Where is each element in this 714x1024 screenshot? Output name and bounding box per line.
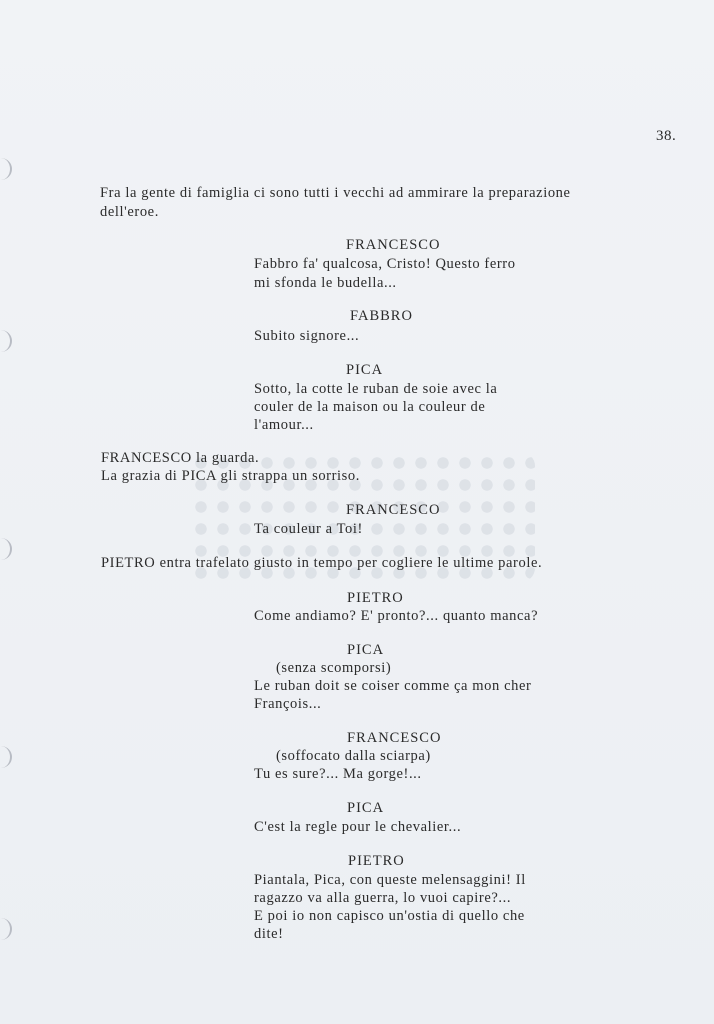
dialogue-line: Tu es sure?... Ma gorge!... — [254, 766, 422, 782]
punch-hole — [0, 158, 12, 180]
page-number: 38. — [656, 128, 677, 144]
stage-direction: La grazia di PICA gli strappa un sorriso. — [101, 468, 360, 484]
dialogue-line: E poi io non capisco un'ostia di quello che — [254, 908, 525, 924]
speaker-name: FABBRO — [350, 308, 413, 324]
dialogue-line: Ta couleur a Toi! — [254, 521, 363, 537]
punch-hole — [0, 538, 12, 560]
stage-direction: FRANCESCO la guarda. — [101, 450, 260, 466]
dialogue-line: Sotto, la cotte le ruban de soie avec la — [254, 381, 498, 397]
punch-hole — [0, 330, 12, 352]
dialogue-line: couler de la maison ou la couleur de — [254, 399, 486, 415]
speaker-name: FRANCESCO — [346, 502, 441, 518]
dialogue-line: Come andiamo? E' pronto?... quanto manca? — [254, 608, 539, 624]
dialogue-line: l'amour... — [254, 417, 314, 433]
dialogue-line: Subito signore... — [254, 328, 360, 344]
stage-direction: PIETRO entra trafelato giusto in tempo per cogliere le ultime parole. — [101, 555, 543, 571]
speaker-name: FRANCESCO — [347, 730, 442, 746]
dialogue-line: Fabbro fa' qualcosa, Cristo! Questo ferro — [254, 256, 516, 272]
dialogue-line: ragazzo va alla guerra, lo vuoi capire?... — [254, 890, 512, 906]
intro-line: dell'eroe. — [100, 204, 159, 220]
dialogue-line: C'est la regle pour le chevalier... — [254, 819, 462, 835]
dialogue-line: François... — [254, 696, 322, 712]
dialogue-line: Le ruban doit se coiser comme ça mon cher — [254, 678, 532, 694]
intro-line: Fra la gente di famiglia ci sono tutti i vecchi ad ammirare la preparazione — [100, 185, 571, 201]
speaker-name: PICA — [347, 800, 385, 816]
parenthetical: (senza scomporsi) — [276, 660, 392, 676]
dialogue-line: mi sfonda le budella... — [254, 275, 397, 291]
speaker-name: PICA — [347, 642, 385, 658]
dialogue-line: dite! — [254, 926, 284, 942]
parenthetical: (soffocato dalla sciarpa) — [276, 748, 431, 764]
speaker-name: PIETRO — [348, 853, 405, 869]
punch-hole — [0, 746, 12, 768]
dialogue-line: Piantala, Pica, con queste melensaggini! Il — [254, 872, 526, 888]
punch-hole — [0, 918, 12, 940]
speaker-name: PICA — [346, 362, 384, 378]
speaker-name: FRANCESCO — [346, 237, 441, 253]
speaker-name: PIETRO — [347, 590, 404, 606]
